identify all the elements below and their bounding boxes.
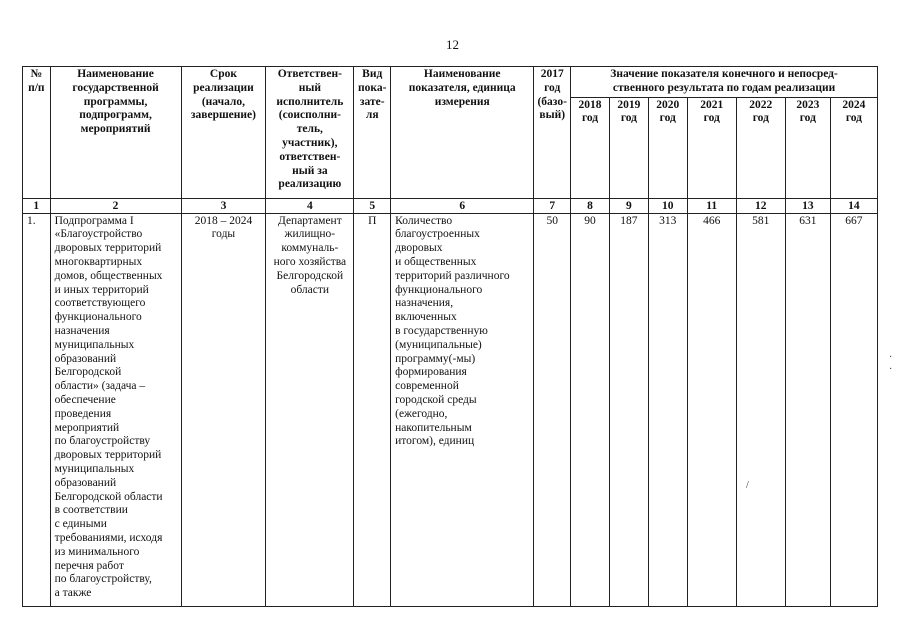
header-base-year: 2017 год (базо- вый) (534, 67, 571, 199)
scan-mark: · (889, 352, 893, 363)
column-number: 4 (266, 198, 354, 213)
header-executor: Ответствен- ный исполнитель (соисполни- тель, участник), ответствен- ный за реализацию (266, 67, 354, 199)
header-year-2023: 2023 год (785, 97, 830, 198)
scan-mark: / (746, 480, 749, 491)
column-number: 12 (736, 198, 785, 213)
column-number: 3 (181, 198, 266, 213)
header-no: № п/п (23, 67, 51, 199)
header-year-2020: 2020 год (648, 97, 687, 198)
program-name: Подпрограмма I «Благоустройство дворовых территорий многоквартирных домов, общественных и иных территорий соответствующего функционального назначения муниципальных образований Белгородской области» (задача – обеспечение проведения мероприятий по благоустройству дворовых территорий муниципальных образований Белгородской области в соответствии с едиными требованиями, исходя из минимального перечня работ по благоустройству, а также (50, 213, 181, 606)
column-number: 9 (609, 198, 648, 213)
scan-mark: · (889, 364, 893, 375)
column-number: 7 (534, 198, 571, 213)
value-2023: 631 (785, 213, 830, 606)
header-indicator-type: Вид пока- зате- ля (354, 67, 391, 199)
header-row-top (23, 67, 878, 98)
header-values-group: Значение показателя конечного и непосред- ственного результата по годам реализации (571, 67, 878, 98)
page-number: 12 (446, 37, 459, 52)
header-year-2019: 2019 год (609, 97, 648, 198)
column-number: 13 (785, 198, 830, 213)
value-2024: 667 (830, 213, 877, 606)
column-number: 2 (50, 198, 181, 213)
implementation-period: 2018 – 2024 годы (181, 213, 266, 606)
column-number: 1 (23, 198, 51, 213)
column-number: 14 (830, 198, 877, 213)
column-number: 6 (391, 198, 534, 213)
header-year-2022: 2022 год (736, 97, 785, 198)
header-year-2018: 2018 год (571, 97, 610, 198)
responsible-executor: Департамент жилищно- коммуналь- ного хозяйства Белгородской области (266, 213, 354, 606)
header-program: Наименование государственной программы, подпрограмм, мероприятий (50, 67, 181, 199)
base-value: 50 (534, 213, 571, 606)
value-2020: 313 (648, 213, 687, 606)
indicator-type: П (354, 213, 391, 606)
column-number: 11 (687, 198, 736, 213)
column-numbers-row (23, 198, 878, 213)
indicators-table (22, 66, 878, 607)
header-indicator-name: Наименование показателя, единица измерения (391, 67, 534, 199)
column-number: 10 (648, 198, 687, 213)
value-2021: 466 (687, 213, 736, 606)
column-number: 8 (571, 198, 610, 213)
column-number: 5 (354, 198, 391, 213)
header-year-2021: 2021 год (687, 97, 736, 198)
table-row (23, 213, 878, 606)
header-period: Срок реализации (начало, завершение) (181, 67, 266, 199)
row-number: 1. (23, 213, 51, 606)
indicator-name: Количество благоустроенных дворовых и общественных территорий различного функционального назначения, включенных в государственную (муниципальные) программу(-мы) формирования современной городской среды (ежегодно, накопительным итогом), единиц (391, 213, 534, 606)
value-2018: 90 (571, 213, 610, 606)
value-2019: 187 (609, 213, 648, 606)
value-2022: 581 (736, 213, 785, 606)
header-year-2024: 2024 год (830, 97, 877, 198)
